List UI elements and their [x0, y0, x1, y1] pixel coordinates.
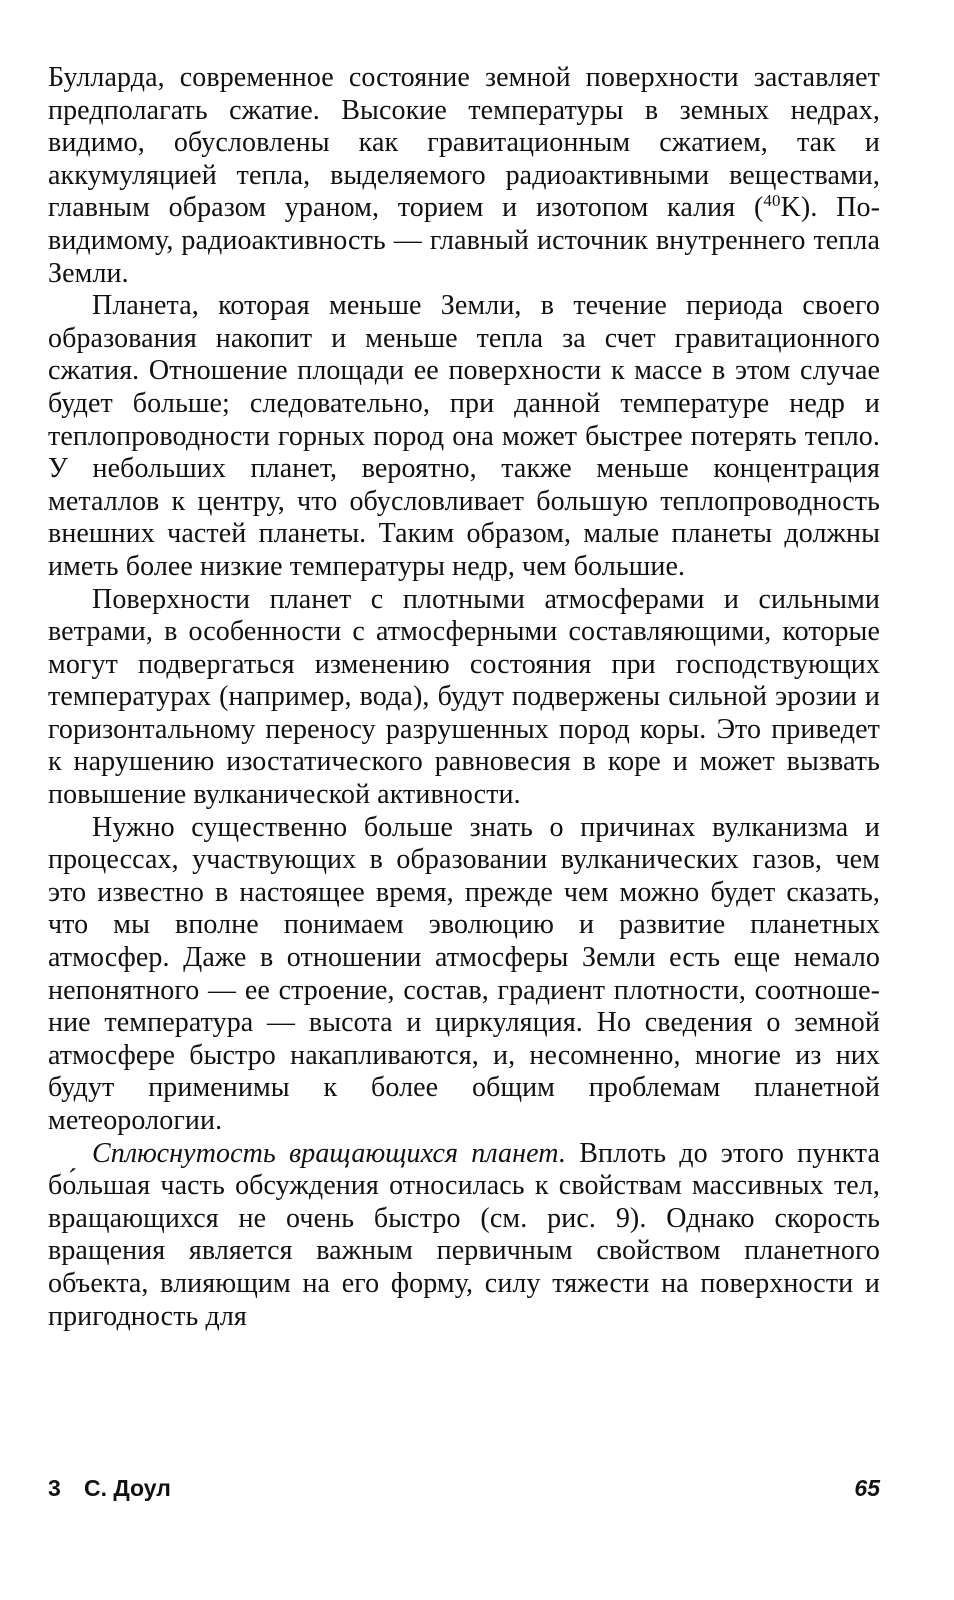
page-body — [48, 62, 880, 1333]
paragraph-1-text: Булларда, современное состояние земной поверхности заставляет предполагать сжатие. Высокие температуры в земных недрах, видимо, обусловлены как гравитационным сжатием, так и аккумуляцией тепла, выделяемого радиоактивными веществами, главным образом ураном, торием и изотопом калия ( — [48, 62, 880, 224]
paragraph-1-tail: K). По-видимому, радиоактивность — главный источник внутреннего тепла Земли. — [48, 192, 880, 289]
paragraph-5 — [48, 1138, 880, 1334]
page-number: 65 — [854, 1475, 880, 1501]
section-run-in-heading: Сплюснутость вращающихся планет. — [92, 1137, 567, 1169]
signature-number: 3 — [48, 1475, 61, 1501]
page-footer — [48, 1475, 880, 1511]
paragraph-3: Поверхности планет с плотными атмосферами и сильными ветрами, в особенности с атмосферными составляющими, которые могут подвергаться изменению состояния при господствующих температурах (например, вода), будут подвержены сильной эрозии и горизонтальному переносу разрушенных пород коры. Это приведет к нарушению изостатического равновесия в коре и может вызвать повышение вулканической активности. — [48, 583, 880, 811]
paragraph-4: Нужно существенно больше знать о причинах вулканизма и процессах, участвующих в образовании вулканических газов, чем это известно в настоящее время, прежде чем можно будет сказать, что мы вполне понимаем эволюцию и развитие планетных атмосфер. Даже в отношении атмосферы Земли есть еще немало непонятного — ее строение, состав, градиент плотности, соотношение температура — высота и циркуляция. Но сведения о земной атмосфере быстро накапливаются, и, несомненно, многие из них будут применимы к более общим проблемам планетной метеорологии. — [48, 811, 880, 1136]
paragraph-1 — [48, 62, 880, 290]
paragraph-5-text: Вплоть до этого пункта бо́льшая часть обсуждения относилась к свойствам массивных тел, вращающихся не очень быстро (см. рис. 9). Однако скорость вращения является важным первичным свойством планетного объекта, влияющим на его форму, силу тяжести на поверхности и пригодность для — [48, 1137, 880, 1332]
isotope-mass-number: 40 — [763, 191, 781, 211]
paragraph-2: Планета, которая меньше Земли, в течение периода своего образования накопит и меньше тепла за счет гравитационного сжатия. Отношение площади ее поверхности к массе в этом случае будет больше; следовательно, при данной температуре недр и теплопроводности горных пород она может быстрее потерять тепло. У небольших планет, вероятно, также меньше концентрация металлов к центру, что обусловливает большую теплопроводность внешних частей планеты. Таким образом, малые планеты должны иметь более низкие температуры недр, чем большие. — [48, 290, 880, 582]
signature-author: С. Доул — [84, 1475, 171, 1501]
